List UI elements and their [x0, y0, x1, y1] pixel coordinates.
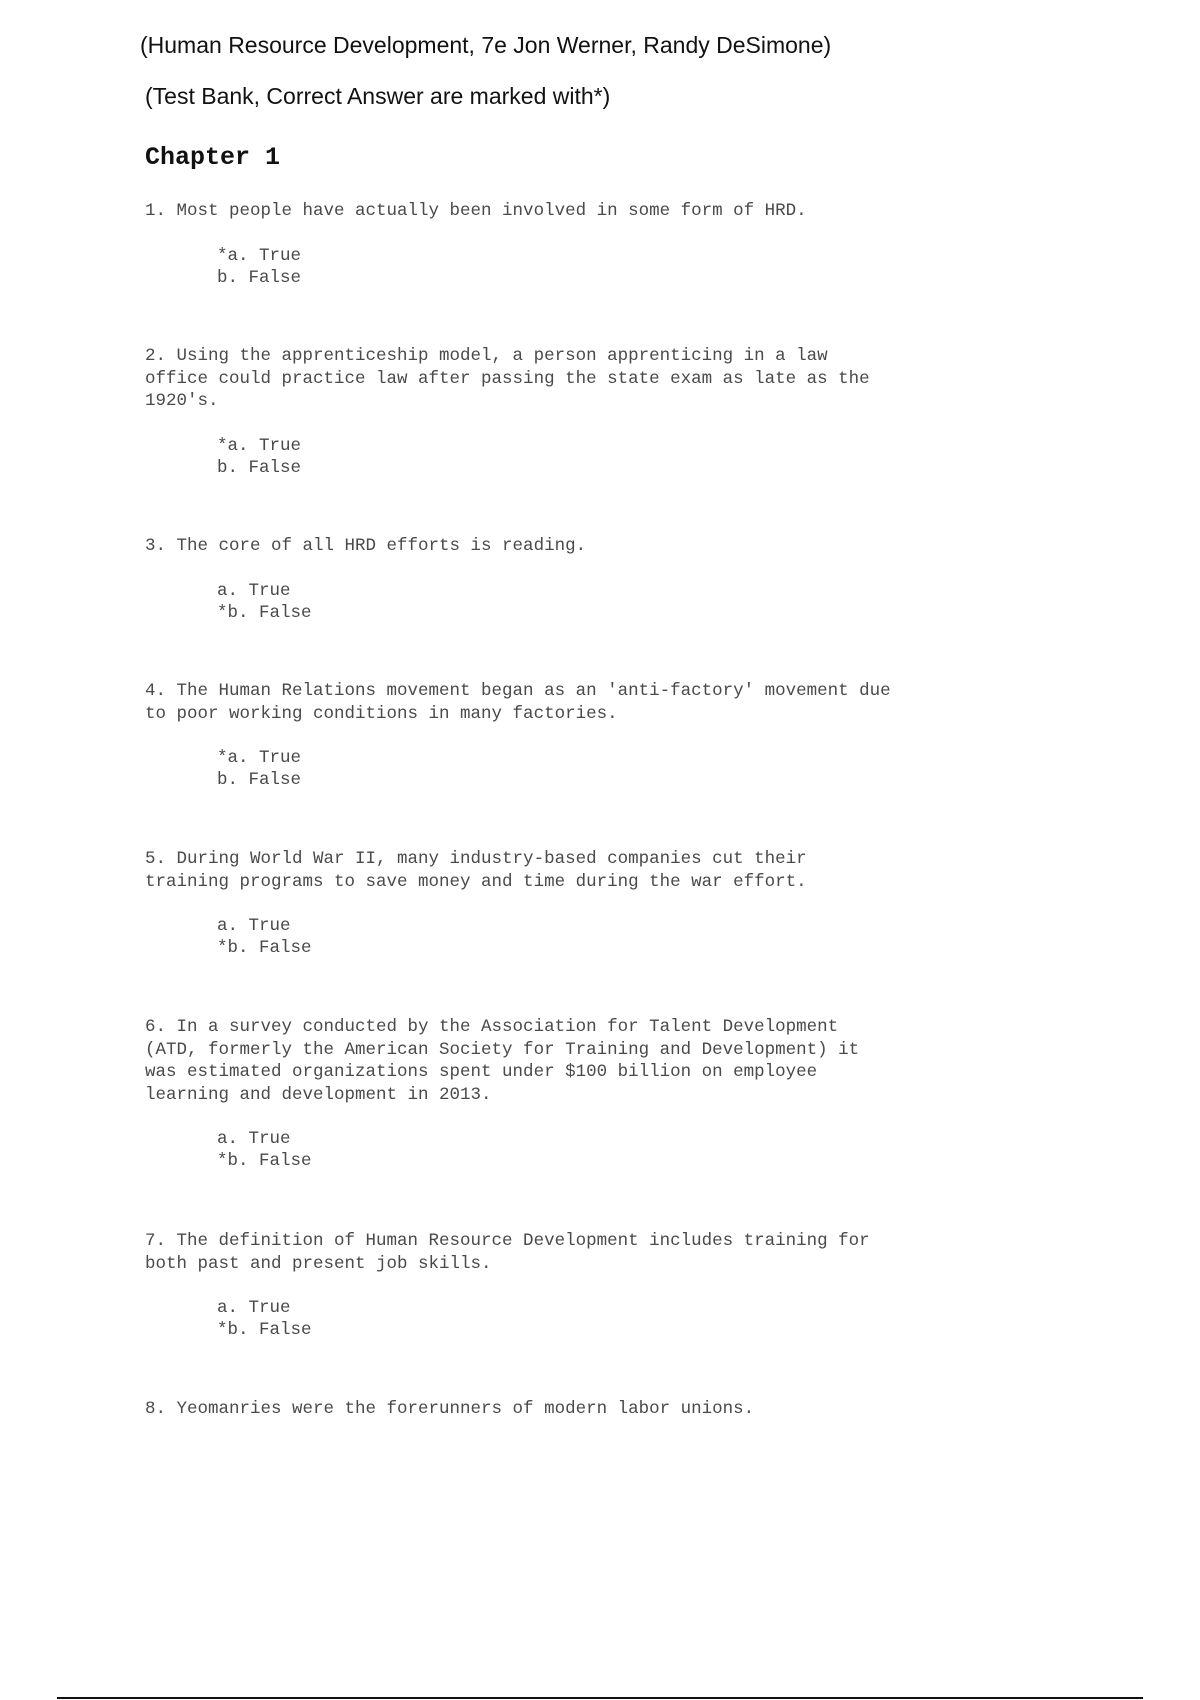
question-7: [145, 1230, 1045, 1341]
question-3: [145, 535, 1045, 624]
answer-options: [217, 915, 1045, 959]
document-subtitle: (Test Bank, Correct Answer are marked with*): [145, 83, 611, 109]
question-text: 3. The core of all HRD efforts is reading.: [145, 536, 587, 556]
question-1: [145, 200, 1045, 289]
answer-option: *a. True: [217, 245, 302, 266]
answer-option: a. True: [217, 1129, 291, 1149]
chapter-heading: Chapter 1: [145, 143, 281, 172]
question-8: [145, 1398, 1045, 1421]
answer-option: a. True: [217, 916, 291, 936]
question-4: [145, 680, 1045, 791]
answer-option: *a. True: [217, 435, 302, 456]
question-5: [145, 848, 1045, 959]
answer-options: [217, 580, 1045, 624]
answer-options: [217, 435, 1045, 479]
question-text: 2. Using the apprenticeship model, a person apprenticing in a law office could practice law after passing the state exam as late as the 1920's.: [145, 346, 870, 411]
footer-divider: [57, 1697, 1143, 1699]
question-text: 7. The definition of Human Resource Development includes training for both past and present job skills.: [145, 1231, 870, 1274]
answer-options: [217, 1297, 1045, 1341]
question-2: [145, 345, 1045, 479]
question-6: [145, 1016, 1045, 1172]
question-text: 6. In a survey conducted by the Association for Talent Development (ATD, formerly the American Society for Training and Development) it was estimated organizations spent under $100 billion on employee learning and development in 2013.: [145, 1017, 860, 1105]
answer-options: [217, 747, 1045, 791]
question-text: 4. The Human Relations movement began as an 'anti-factory' movement due to poor working conditions in many factories.: [145, 681, 891, 724]
answer-options: [217, 1128, 1045, 1172]
answer-option: a. True: [217, 1298, 291, 1318]
answer-option: *b. False: [217, 1320, 312, 1340]
document-title: (Human Resource Development, 7e Jon Werner, Randy DeSimone): [140, 32, 832, 58]
answer-option: b. False: [217, 457, 302, 478]
answer-option: b. False: [217, 267, 302, 288]
answer-option: *a. True: [217, 748, 302, 768]
answer-option: *b. False: [217, 938, 312, 958]
answer-option: b. False: [217, 770, 302, 790]
question-text: 1. Most people have actually been involved in some form of HRD.: [145, 201, 807, 221]
answer-option: *b. False: [217, 602, 312, 623]
answer-option: *b. False: [217, 1151, 312, 1171]
question-text: 8. Yeomanries were the forerunners of modern labor unions.: [145, 1399, 755, 1419]
answer-option: a. True: [217, 580, 291, 601]
question-text: 5. During World War II, many industry-based companies cut their training programs to save money and time during the war effort.: [145, 849, 807, 892]
answer-options: [217, 245, 1045, 289]
